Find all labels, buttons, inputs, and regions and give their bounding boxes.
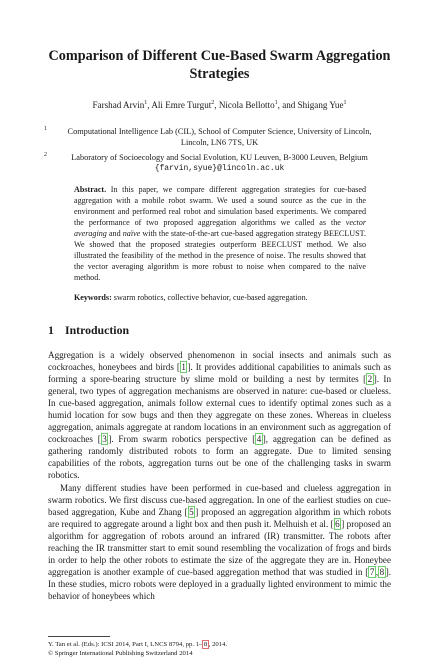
affiliation-line: Computational Intelligence Lab (CIL), School of Computer Science, University of Lincoln, xyxy=(67,127,372,136)
affiliation-number: 2 xyxy=(44,152,47,158)
citation-link[interactable]: 6 xyxy=(335,518,340,529)
abstract-text: In this paper, we compare different aggregation strategies for cue-based aggregation with a mobile robot swarm. We used a sound source as the cue in the environment and performed real robot and simulation based experiments. We compared the performance of two proposed aggregation algorithms we called as the xyxy=(74,185,366,227)
title-line-2: Strategies xyxy=(189,66,250,82)
author-list xyxy=(20,100,419,110)
page-range-link[interactable]: 8 xyxy=(203,641,208,648)
paragraph-text: ]. In general, two types of aggregation mechanisms are observed in nature: cue-based or clueless. In cue-based aggregation, animals follow external cues to identify optimal zones such as a humid location for sow bugs and then they aggregate on these zones. Whereas in clueless aggregation, animals aggregate at random locations in an environment such as aggregation of cockroaches [ xyxy=(48,374,391,445)
citation-link[interactable]: 7 xyxy=(369,566,375,577)
paper-title xyxy=(30,47,409,83)
affiliation-number: 1 xyxy=(44,126,47,132)
section-number: 1 xyxy=(48,323,54,337)
citation-link[interactable]: 2 xyxy=(367,374,373,385)
paragraph-text: ]. From swarm robotics perspective [ xyxy=(108,434,256,445)
paragraph-text: ], aggregation can be defined as gathering randomly distributed robots to form an aggregate. Due to limited sensing capabilities of the robots, aggregation turns out be one of the challenging tasks in swarm robotics. xyxy=(48,434,391,481)
citation-link[interactable]: 8 xyxy=(379,566,385,577)
affiliation-2 xyxy=(40,152,399,175)
paragraph-text: ]. In these studies, micro robots were deployed in a gradually lighted environment to mimic the behavior of honeybees which xyxy=(48,566,391,601)
citation-link[interactable]: 3 xyxy=(102,434,107,445)
abstract-text: and xyxy=(106,228,123,238)
paragraph-text: ] proposed an aggregation algorithm in which robots are required to aggregate around a light box and then push it. Melhuish et al. [ xyxy=(48,506,391,529)
footer-text: Y. Tan et al. (Eds.): ICSI 2014, Part I, LNCS 8794, pp. 1– xyxy=(48,641,203,648)
citation-link[interactable]: 4 xyxy=(256,434,262,445)
citation-link[interactable]: 1 xyxy=(181,362,186,373)
author-separator: , xyxy=(147,100,152,110)
citation-link[interactable]: 5 xyxy=(189,506,194,517)
paragraph xyxy=(48,349,391,482)
author-name: Ali Emre Turgut xyxy=(151,100,212,110)
author-affiliation-mark: 1 xyxy=(343,99,347,106)
section-title: Introduction xyxy=(65,323,130,337)
footer-line xyxy=(48,640,227,649)
paragraph-text: , xyxy=(375,566,379,577)
abstract-text: with the state-of-the-art cue-based aggregation strategy BEECLUST. We showed that the proposed strategies outperform BEECLUST method. We also illustrated the feasibility of the method in the presence of noise. The results showed that the vector averaging algorithm is more robust to noise when compared to the naïve method. xyxy=(74,228,366,282)
copyright-line: © Springer International Publishing Switzerland 2014 xyxy=(48,650,193,657)
abstract xyxy=(74,185,366,284)
author-name: Farshad Arvin xyxy=(92,100,145,110)
author-separator: , xyxy=(214,100,219,110)
footer-text: , 2014. xyxy=(208,641,228,648)
footer-rule xyxy=(48,636,110,637)
author-affiliation-mark: 1 xyxy=(144,99,148,106)
abstract-label: Abstract. xyxy=(74,185,107,194)
affiliation-1 xyxy=(40,126,399,149)
abstract-emphasis: naïve xyxy=(122,228,141,238)
paragraph xyxy=(48,482,391,602)
section-body xyxy=(48,349,391,602)
keywords-text: swarm robotics, collective behavior, cue-based aggregation. xyxy=(111,293,308,302)
publication-footer xyxy=(48,640,227,658)
author-affiliation-mark: 2 xyxy=(211,99,215,106)
author-name: Shigang Yue xyxy=(297,100,344,110)
paragraph-text: ] proposed an algorithm for aggregation of robots around an infrared (IR) transmitter. The robots after reaching the IR transmitter start to emit sound resembling the vocalization of frogs and birds in order to help the other robots to estimate the size of the aggregate they are in. Honeybee aggregation is another example of cue-based aggregation method that was studied in [ xyxy=(48,518,391,577)
author-email: {farvin,syue}@lincoln.ac.uk xyxy=(154,164,285,174)
abstract-emphasis: vector averaging xyxy=(74,217,366,238)
author-separator: , and xyxy=(277,100,298,110)
author-name: Nicola Bellotto xyxy=(218,100,275,110)
keywords-label: Keywords: xyxy=(74,293,112,302)
title-line-1: Comparison of Different Cue-Based Swarm Aggregation xyxy=(48,48,391,64)
section-heading xyxy=(48,323,129,338)
affiliation-line: Laboratory of Socioecology and Social Evolution, KU Leuven, B-3000 Leuven, Belgium xyxy=(71,153,368,162)
paragraph-text: ]. It provides additional capabilities to animals such as forming a spore-bearing structure by slime mold or building a nest by termites [ xyxy=(48,362,391,385)
affiliation-line: Lincoln, LN6 7TS, UK xyxy=(180,138,259,148)
author-affiliation-mark: 1 xyxy=(274,99,278,106)
keywords xyxy=(74,293,366,302)
paragraph-text: Many different studies have been performed in cue-based and clueless aggregation in swarm robotics. We first discuss cue-based aggregation. In one of the earliest studies on cue-based aggregation, Kube and Zhang [ xyxy=(48,482,391,517)
paragraph-text: Aggregation is a widely observed phenomenon in social insects and animals such as cockroaches, honeybees and birds [ xyxy=(48,350,391,373)
